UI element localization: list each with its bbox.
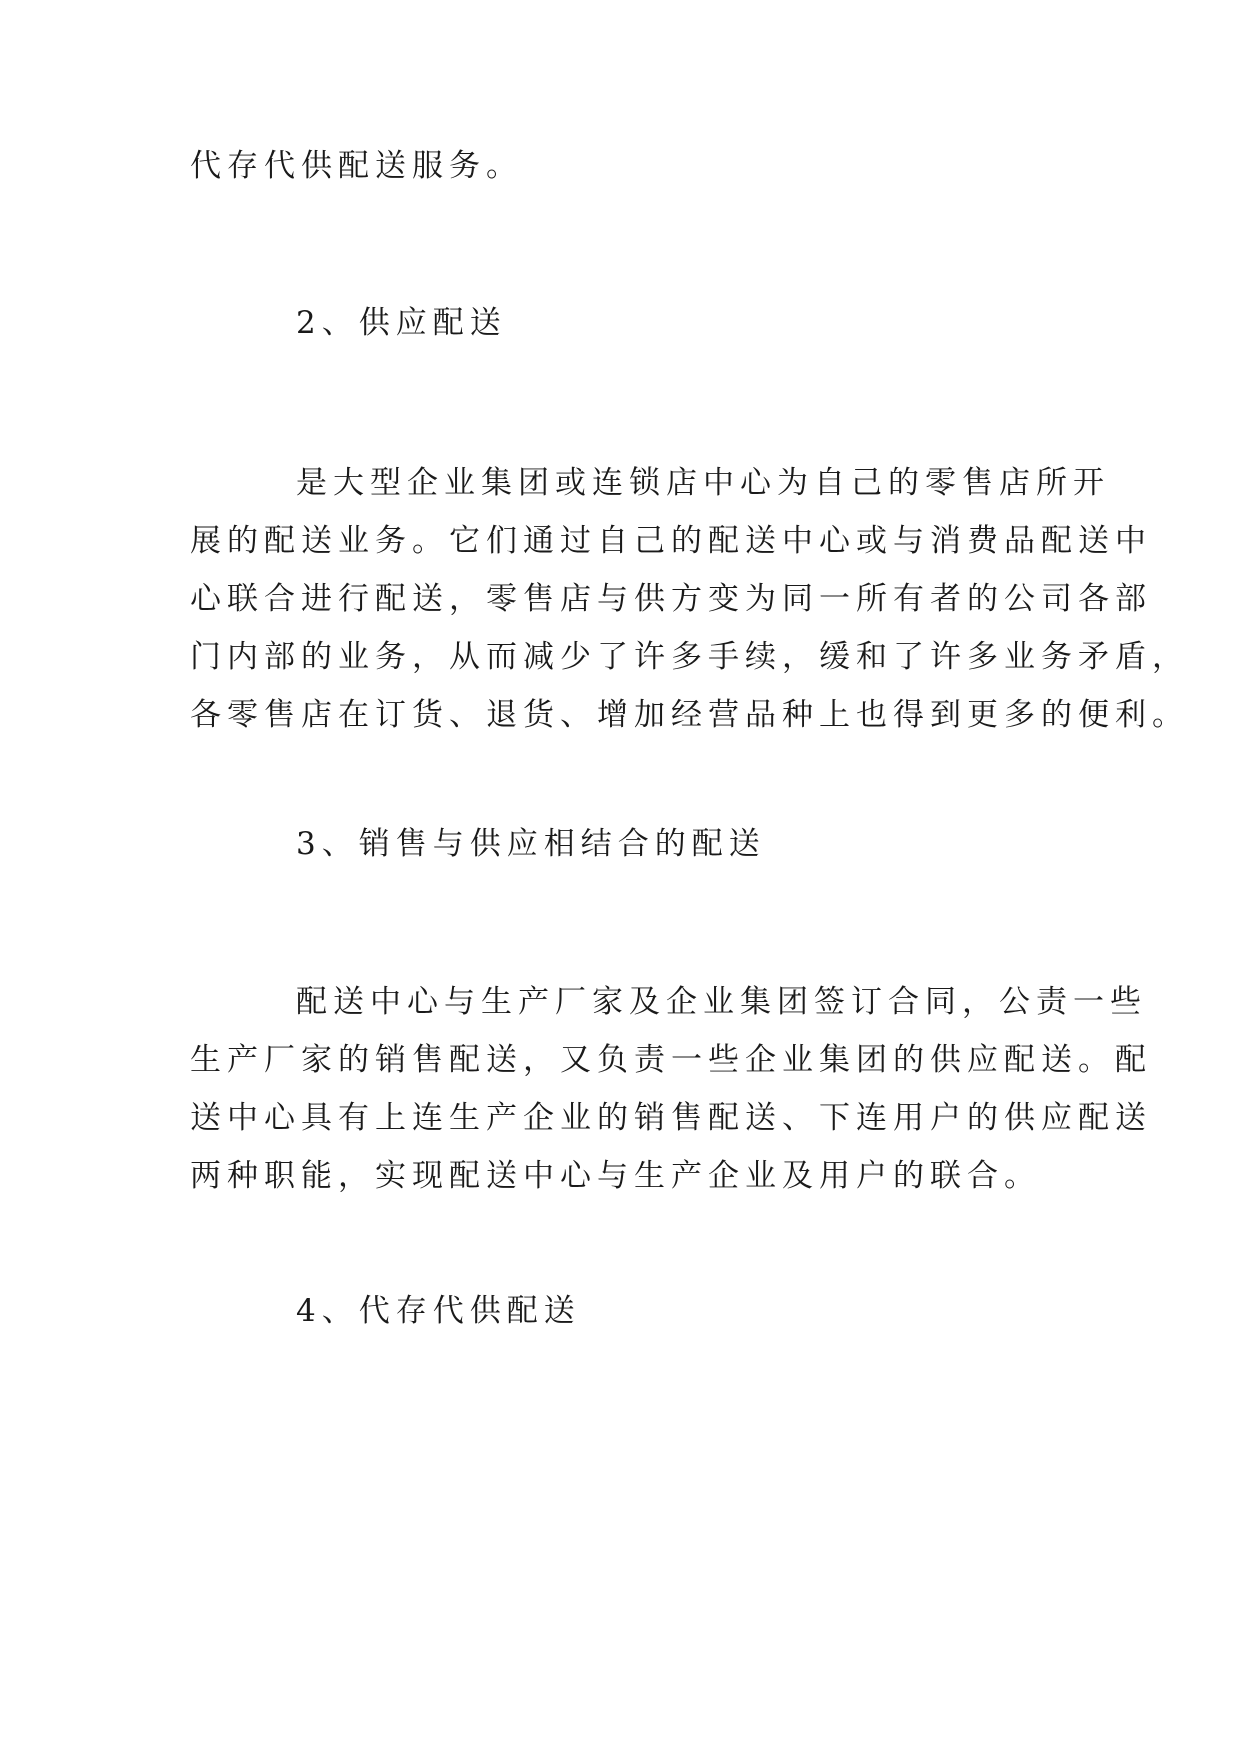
paragraph-line: 生产厂家的销售配送，又负责一些企业集团的供应配送。配 xyxy=(190,1042,1152,1078)
paragraph-line: 各零售店在订货、退货、增加经营品种上也得到更多的便利。 xyxy=(190,697,1189,733)
section-3-paragraph xyxy=(190,973,1152,1205)
paragraph-line: 配送中心与生产厂家及企业集团签订合同，公责一些 xyxy=(296,984,1147,1020)
section-heading-3: 3、销售与供应相结合的配送 xyxy=(296,826,766,862)
section-heading-4: 4、代存代供配送 xyxy=(296,1293,581,1329)
section-heading-2: 2、供应配送 xyxy=(296,305,507,341)
paragraph-line: 心联合进行配送，零售店与供方变为同一所有者的公司各部 xyxy=(190,581,1152,617)
section-2-paragraph xyxy=(190,454,1189,744)
paragraph-line: 两种职能，实现配送中心与生产企业及用户的联合。 xyxy=(190,1158,1041,1194)
paragraph-line: 送中心具有上连生产企业的销售配送、下连用户的供应配送 xyxy=(190,1100,1152,1136)
paragraph-line: 门内部的业务，从而减少了许多手续，缓和了许多业务矛盾， xyxy=(190,639,1189,675)
intro-line: 代存代供配送服务。 xyxy=(190,148,523,184)
paragraph-line: 是大型企业集团或连锁店中心为自己的零售店所开 xyxy=(296,465,1110,501)
paragraph-line: 展的配送业务。它们通过自己的配送中心或与消费品配送中 xyxy=(190,523,1152,559)
